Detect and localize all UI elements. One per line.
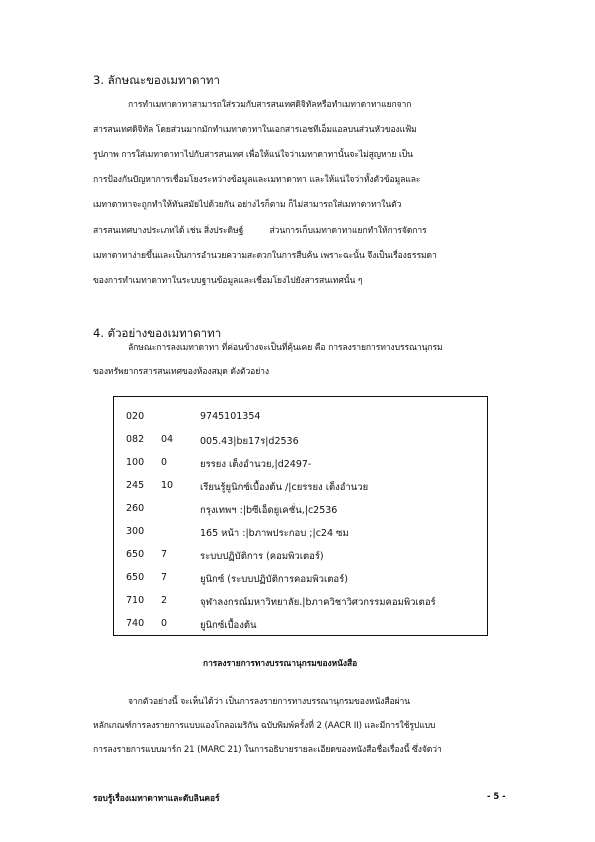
page-number: - 5 - — [487, 791, 506, 801]
section-3-heading: 3. ลักษณะของเมทาดาทา — [93, 73, 220, 87]
closing-line-2: หลักเกณฑ์การลงรายการแบบแองโกลอเมริกัน ฉบับพิมพ์ครั้งที่ 2 (AACR II) และมีการใช้รูปแบบ — [93, 721, 436, 731]
section-3-line-7: เมทาดาทาง่ายขึ้นและเป็นการอำนวยความสะดวกในการสืบค้น เพราะฉะนั้น จึงเป็นเรื่องธรรมดา — [93, 251, 437, 261]
marc-tag: 650 — [126, 572, 145, 583]
marc-data: 9745101354 — [200, 411, 261, 422]
footer-title: รอบรู้เรื่องเมทาดาทาและดับลินคอร์ — [93, 793, 220, 803]
marc-data: 005.43|bย17ร|d2536 — [200, 436, 299, 447]
section-3-line-4: การป้องกันปัญหาการเชื่อมโยงระหว่างข้อมูลและเมทาดาทา และให้แน่ใจว่าทั้งตัวข้อมูลและ — [93, 175, 421, 185]
marc-tag: 710 — [126, 595, 145, 606]
marc-data: ยูนิกซ์เบื้องต้น — [200, 620, 257, 631]
marc-indicator: 10 — [161, 480, 174, 491]
marc-data: 165 หน้า :|bภาพประกอบ ;|c24 ซม — [200, 528, 349, 539]
marc-data: ยูนิกซ์ (ระบบปฏิบัติการคอมพิวเตอร์) — [200, 574, 348, 585]
marc-indicator: 0 — [161, 457, 168, 468]
closing-line-1: จากตัวอย่างนี้ จะเห็นได้ว่า เป็นการลงรายการทางบรรณานุกรมของหนังสือผ่าน — [128, 697, 411, 707]
marc-data: ระบบปฏิบัติการ (คอมพิวเตอร์) — [200, 551, 324, 562]
figure-caption: การลงรายการทางบรรณานุกรมของหนังสือ — [203, 658, 358, 668]
section-4-heading: 4. ตัวอย่างของเมทาดาทา — [93, 326, 222, 340]
section-3-line-2: สารสนเทศดิจิทัล โดยส่วนมากมักทำเมทาดาทาในเอกสารเอชทีเอ็มแอลบนส่วนหัวของแฟ้ม — [93, 125, 417, 135]
marc-record-box — [113, 396, 488, 636]
closing-line-3: การลงรายการแบบมาร์ก 21 (MARC 21) ในการอธิบายรายละเอียดของหนังสือชื่อเรื่องนี้ ซึ่งจัดว่า — [93, 745, 442, 755]
marc-tag: 260 — [126, 503, 145, 514]
section-3-line-5: เมทาดาทาจะถูกทำให้ทันสมัยไปด้วยกัน อย่างไรก็ตาม ก็ไม่สามารถใส่เมทาดาทาในตัว — [93, 200, 402, 210]
marc-tag: 020 — [126, 411, 145, 422]
marc-indicator: 7 — [161, 549, 168, 560]
marc-tag: 100 — [126, 457, 145, 468]
marc-tag: 245 — [126, 480, 145, 491]
marc-tag: 082 — [126, 434, 145, 445]
marc-tag: 740 — [126, 618, 145, 629]
marc-data: ยรรยง เต็งอำนวย,|d2497- — [200, 459, 312, 470]
marc-indicator: 2 — [161, 595, 168, 606]
section-4-line-2: ของทรัพยากรสารสนเทศของห้องสมุด ดังตัวอย่าง — [93, 367, 270, 377]
marc-indicator: 04 — [161, 434, 174, 445]
section-3-line-3: รูปภาพ การใส่เมทาดาทาไปกับสารสนเทศ เพื่อให้แน่ใจว่าเมทาดาทานั้นจะไม่สูญหาย เป็น — [93, 150, 413, 160]
marc-tag: 300 — [126, 526, 145, 537]
marc-data: เรียนรู้ยูนิกซ์เบื้องต้น /|cยรรยง เต็งอำนวย — [200, 482, 369, 493]
marc-tag: 650 — [126, 549, 145, 560]
marc-data: จุฬาลงกรณ์มหาวิทยาลัย.|bภาควิชาวิศวกรรมคอมพิวเตอร์ — [200, 597, 436, 608]
section-3-line-8: ของการทำเมทาดาทาในระบบฐานข้อมูลและเชื่อมโยงไปยังสารสนเทศนั้น ๆ — [93, 276, 363, 286]
section-4-line-1: ลักษณะการลงเมทาดาทา ที่ค่อนข้างจะเป็นที่คุ้นเคย คือ การลงรายการทางบรรณานุกรม — [128, 343, 443, 353]
marc-indicator: 0 — [161, 618, 168, 629]
section-3-line-6: สารสนเทศบางประเภทได้ เช่น สิ่งประดิษฐ์ ส่วนการเก็บเมทาดาทาแยกทำให้การจัดการ — [93, 226, 427, 236]
marc-indicator: 7 — [161, 572, 168, 583]
marc-data: กรุงเทพฯ :|bซีเอ็ดยูเคชั่น,|c2536 — [200, 505, 338, 516]
section-3-line-1: การทำเมทาดาทาสามารถใส่รวมกับสารสนเทศดิจิทัลหรือทำเมทาดาทาแยกจาก — [128, 100, 412, 110]
